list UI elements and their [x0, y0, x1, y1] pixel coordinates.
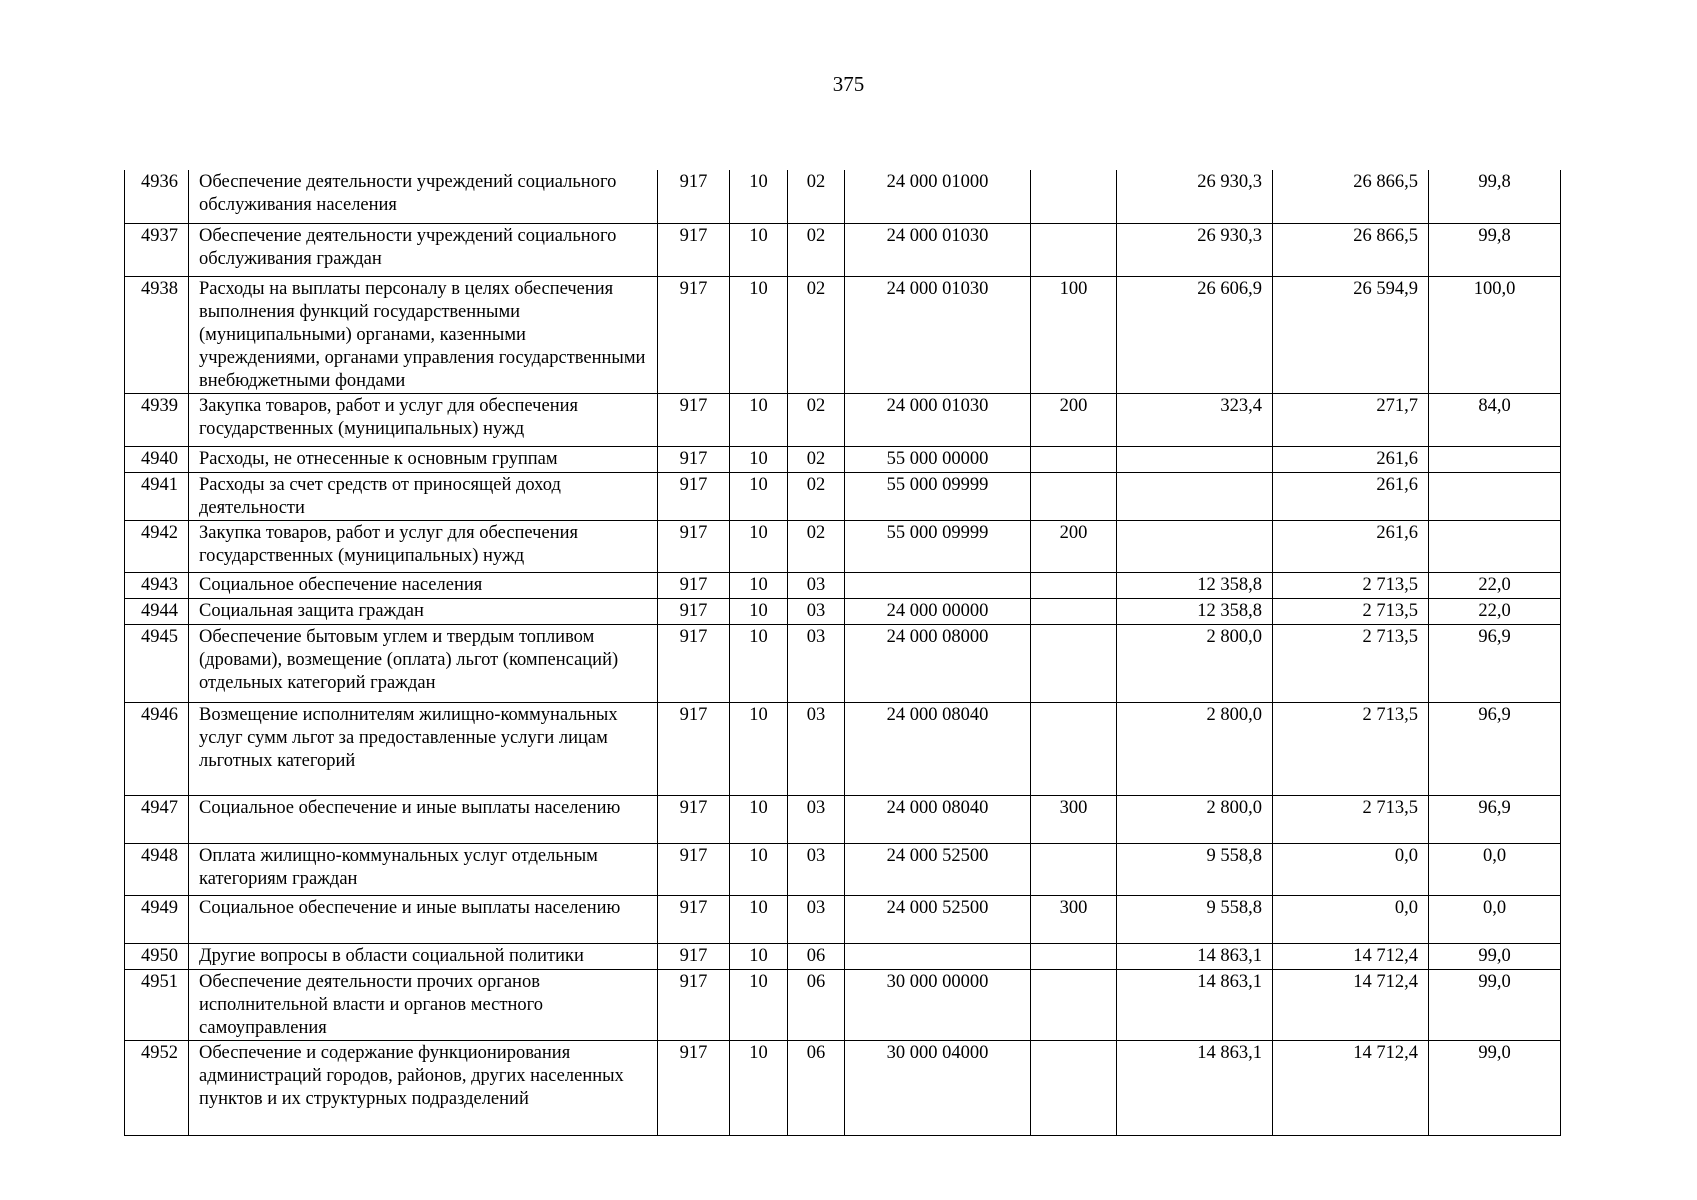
expense-name-cell: Социальная защита граждан [189, 598, 658, 624]
expense-type-code-cell [1031, 943, 1117, 969]
target-item-code-cell: 24 000 00000 [845, 598, 1031, 624]
subsection-code-cell: 02 [788, 276, 845, 393]
subsection-code-cell: 03 [788, 572, 845, 598]
expense-type-code-cell [1031, 446, 1117, 472]
subsection-code-cell: 06 [788, 943, 845, 969]
target-item-code-cell: 24 000 08040 [845, 702, 1031, 795]
target-item-code-cell: 24 000 01030 [845, 393, 1031, 446]
section-code-cell: 10 [730, 1040, 788, 1135]
actual-amount-cell: 2 713,5 [1273, 702, 1429, 795]
subsection-code-cell: 02 [788, 472, 845, 520]
target-item-code-cell: 24 000 01030 [845, 223, 1031, 276]
row-number-cell: 4951 [125, 969, 189, 1040]
section-code-cell: 10 [730, 843, 788, 895]
execution-percent-cell: 99,0 [1429, 1040, 1561, 1135]
expense-type-code-cell: 300 [1031, 795, 1117, 843]
row-number-cell: 4943 [125, 572, 189, 598]
planned-amount-cell: 323,4 [1117, 393, 1273, 446]
row-number-cell: 4940 [125, 446, 189, 472]
target-item-code-cell: 24 000 01030 [845, 276, 1031, 393]
actual-amount-cell: 26 866,5 [1273, 170, 1429, 223]
table-row [125, 843, 1561, 895]
execution-percent-cell: 22,0 [1429, 598, 1561, 624]
expense-type-code-cell [1031, 598, 1117, 624]
execution-percent-cell: 22,0 [1429, 572, 1561, 598]
planned-amount-cell [1117, 520, 1273, 572]
table-row [125, 170, 1561, 223]
actual-amount-cell: 26 594,9 [1273, 276, 1429, 393]
execution-percent-cell: 99,0 [1429, 969, 1561, 1040]
section-code-cell: 10 [730, 969, 788, 1040]
department-code-cell: 917 [658, 170, 730, 223]
expense-type-code-cell: 200 [1031, 393, 1117, 446]
section-code-cell: 10 [730, 170, 788, 223]
table-row [125, 472, 1561, 520]
target-item-code-cell: 24 000 08040 [845, 795, 1031, 843]
section-code-cell: 10 [730, 943, 788, 969]
row-number-cell: 4947 [125, 795, 189, 843]
expense-name-cell: Расходы на выплаты персоналу в целях обеспечения выполнения функций государственными (муниципальными) органами, казенными учреждениями, органами управления государственными внебюджетными фондами [189, 276, 658, 393]
execution-percent-cell: 84,0 [1429, 393, 1561, 446]
planned-amount-cell: 9 558,8 [1117, 843, 1273, 895]
target-item-code-cell: 24 000 08000 [845, 624, 1031, 702]
execution-percent-cell: 0,0 [1429, 895, 1561, 943]
table-row [125, 1040, 1561, 1135]
expense-name-cell: Другие вопросы в области социальной политики [189, 943, 658, 969]
subsection-code-cell: 02 [788, 170, 845, 223]
target-item-code-cell: 55 000 09999 [845, 520, 1031, 572]
subsection-code-cell: 03 [788, 598, 845, 624]
table-row [125, 446, 1561, 472]
row-number-cell: 4952 [125, 1040, 189, 1135]
expense-name-cell: Обеспечение деятельности учреждений социального обслуживания населения [189, 170, 658, 223]
row-number-cell: 4942 [125, 520, 189, 572]
execution-percent-cell [1429, 520, 1561, 572]
expense-name-cell: Обеспечение деятельности учреждений социального обслуживания граждан [189, 223, 658, 276]
actual-amount-cell: 0,0 [1273, 843, 1429, 895]
row-number-cell: 4938 [125, 276, 189, 393]
subsection-code-cell: 03 [788, 624, 845, 702]
expense-type-code-cell [1031, 1040, 1117, 1135]
planned-amount-cell: 26 930,3 [1117, 223, 1273, 276]
section-code-cell: 10 [730, 624, 788, 702]
department-code-cell: 917 [658, 223, 730, 276]
table-row [125, 795, 1561, 843]
subsection-code-cell: 06 [788, 969, 845, 1040]
department-code-cell: 917 [658, 472, 730, 520]
expense-name-cell: Оплата жилищно-коммунальных услуг отдельным категориям граждан [189, 843, 658, 895]
actual-amount-cell: 26 866,5 [1273, 223, 1429, 276]
expense-name-cell: Обеспечение и содержание функционирования администраций городов, районов, других населенных пунктов и их структурных подразделений [189, 1040, 658, 1135]
actual-amount-cell: 0,0 [1273, 895, 1429, 943]
row-number-cell: 4946 [125, 702, 189, 795]
expense-type-code-cell: 300 [1031, 895, 1117, 943]
execution-percent-cell: 99,8 [1429, 223, 1561, 276]
subsection-code-cell: 06 [788, 1040, 845, 1135]
row-number-cell: 4944 [125, 598, 189, 624]
budget-table [124, 170, 1561, 1136]
actual-amount-cell: 271,7 [1273, 393, 1429, 446]
section-code-cell: 10 [730, 223, 788, 276]
actual-amount-cell: 14 712,4 [1273, 969, 1429, 1040]
planned-amount-cell: 2 800,0 [1117, 702, 1273, 795]
planned-amount-cell: 2 800,0 [1117, 795, 1273, 843]
table-row [125, 223, 1561, 276]
actual-amount-cell: 261,6 [1273, 446, 1429, 472]
table-row [125, 572, 1561, 598]
planned-amount-cell: 14 863,1 [1117, 943, 1273, 969]
department-code-cell: 917 [658, 702, 730, 795]
subsection-code-cell: 03 [788, 702, 845, 795]
planned-amount-cell: 12 358,8 [1117, 572, 1273, 598]
expense-type-code-cell [1031, 843, 1117, 895]
subsection-code-cell: 02 [788, 223, 845, 276]
table-row [125, 393, 1561, 446]
department-code-cell: 917 [658, 520, 730, 572]
table-row [125, 598, 1561, 624]
department-code-cell: 917 [658, 895, 730, 943]
subsection-code-cell: 02 [788, 520, 845, 572]
execution-percent-cell: 0,0 [1429, 843, 1561, 895]
table-row [125, 943, 1561, 969]
execution-percent-cell: 96,9 [1429, 795, 1561, 843]
section-code-cell: 10 [730, 446, 788, 472]
row-number-cell: 4949 [125, 895, 189, 943]
section-code-cell: 10 [730, 520, 788, 572]
planned-amount-cell: 14 863,1 [1117, 969, 1273, 1040]
expense-type-code-cell: 200 [1031, 520, 1117, 572]
actual-amount-cell: 14 712,4 [1273, 943, 1429, 969]
execution-percent-cell: 99,8 [1429, 170, 1561, 223]
row-number-cell: 4937 [125, 223, 189, 276]
subsection-code-cell: 03 [788, 895, 845, 943]
department-code-cell: 917 [658, 446, 730, 472]
row-number-cell: 4936 [125, 170, 189, 223]
expense-name-cell: Расходы, не отнесенные к основным группам [189, 446, 658, 472]
target-item-code-cell [845, 943, 1031, 969]
subsection-code-cell: 03 [788, 795, 845, 843]
target-item-code-cell: 55 000 09999 [845, 472, 1031, 520]
expense-type-code-cell [1031, 969, 1117, 1040]
section-code-cell: 10 [730, 276, 788, 393]
planned-amount-cell: 26 606,9 [1117, 276, 1273, 393]
department-code-cell: 917 [658, 393, 730, 446]
actual-amount-cell: 2 713,5 [1273, 624, 1429, 702]
expense-name-cell: Закупка товаров, работ и услуг для обеспечения государственных (муниципальных) нужд [189, 393, 658, 446]
department-code-cell: 917 [658, 843, 730, 895]
page-number: 375 [832, 72, 865, 96]
execution-percent-cell: 99,0 [1429, 943, 1561, 969]
actual-amount-cell: 2 713,5 [1273, 795, 1429, 843]
execution-percent-cell [1429, 472, 1561, 520]
section-code-cell: 10 [730, 572, 788, 598]
actual-amount-cell: 261,6 [1273, 520, 1429, 572]
planned-amount-cell: 9 558,8 [1117, 895, 1273, 943]
department-code-cell: 917 [658, 1040, 730, 1135]
expense-name-cell: Расходы за счет средств от приносящей доход деятельности [189, 472, 658, 520]
actual-amount-cell: 261,6 [1273, 472, 1429, 520]
execution-percent-cell [1429, 446, 1561, 472]
target-item-code-cell: 30 000 00000 [845, 969, 1031, 1040]
section-code-cell: 10 [730, 472, 788, 520]
department-code-cell: 917 [658, 943, 730, 969]
actual-amount-cell: 2 713,5 [1273, 572, 1429, 598]
expense-type-code-cell [1031, 624, 1117, 702]
expense-type-code-cell [1031, 170, 1117, 223]
planned-amount-cell: 26 930,3 [1117, 170, 1273, 223]
target-item-code-cell: 30 000 04000 [845, 1040, 1031, 1135]
table-row [125, 969, 1561, 1040]
row-number-cell: 4945 [125, 624, 189, 702]
section-code-cell: 10 [730, 598, 788, 624]
department-code-cell: 917 [658, 276, 730, 393]
expense-name-cell: Обеспечение бытовым углем и твердым топливом (дровами), возмещение (оплата) льгот (компенсаций) отдельных категорий граждан [189, 624, 658, 702]
department-code-cell: 917 [658, 572, 730, 598]
expense-name-cell: Закупка товаров, работ и услуг для обеспечения государственных (муниципальных) нужд [189, 520, 658, 572]
section-code-cell: 10 [730, 895, 788, 943]
subsection-code-cell: 02 [788, 446, 845, 472]
row-number-cell: 4941 [125, 472, 189, 520]
table-body [125, 170, 1561, 1135]
expense-type-code-cell: 100 [1031, 276, 1117, 393]
expense-type-code-cell [1031, 472, 1117, 520]
planned-amount-cell: 14 863,1 [1117, 1040, 1273, 1135]
expense-name-cell: Возмещение исполнителям жилищно-коммунальных услуг сумм льгот за предоставленные услуги лицам льготных категорий [189, 702, 658, 795]
planned-amount-cell: 2 800,0 [1117, 624, 1273, 702]
table-row [125, 520, 1561, 572]
table-row [125, 702, 1561, 795]
expense-type-code-cell [1031, 223, 1117, 276]
table-row [125, 624, 1561, 702]
target-item-code-cell: 24 000 52500 [845, 843, 1031, 895]
planned-amount-cell [1117, 472, 1273, 520]
section-code-cell: 10 [730, 795, 788, 843]
row-number-cell: 4948 [125, 843, 189, 895]
actual-amount-cell: 2 713,5 [1273, 598, 1429, 624]
department-code-cell: 917 [658, 969, 730, 1040]
target-item-code-cell [845, 572, 1031, 598]
department-code-cell: 917 [658, 598, 730, 624]
expense-name-cell: Социальное обеспечение населения [189, 572, 658, 598]
expense-type-code-cell [1031, 572, 1117, 598]
target-item-code-cell: 24 000 01000 [845, 170, 1031, 223]
section-code-cell: 10 [730, 393, 788, 446]
section-code-cell: 10 [730, 702, 788, 795]
table-row [125, 895, 1561, 943]
target-item-code-cell: 24 000 52500 [845, 895, 1031, 943]
department-code-cell: 917 [658, 624, 730, 702]
row-number-cell: 4950 [125, 943, 189, 969]
expense-name-cell: Социальное обеспечение и иные выплаты населению [189, 895, 658, 943]
execution-percent-cell: 100,0 [1429, 276, 1561, 393]
actual-amount-cell: 14 712,4 [1273, 1040, 1429, 1135]
planned-amount-cell [1117, 446, 1273, 472]
execution-percent-cell: 96,9 [1429, 702, 1561, 795]
planned-amount-cell: 12 358,8 [1117, 598, 1273, 624]
target-item-code-cell: 55 000 00000 [845, 446, 1031, 472]
department-code-cell: 917 [658, 795, 730, 843]
table-row [125, 276, 1561, 393]
expense-name-cell: Обеспечение деятельности прочих органов исполнительной власти и органов местного самоуправления [189, 969, 658, 1040]
expense-name-cell: Социальное обеспечение и иные выплаты населению [189, 795, 658, 843]
row-number-cell: 4939 [125, 393, 189, 446]
expense-type-code-cell [1031, 702, 1117, 795]
execution-percent-cell: 96,9 [1429, 624, 1561, 702]
subsection-code-cell: 03 [788, 843, 845, 895]
subsection-code-cell: 02 [788, 393, 845, 446]
